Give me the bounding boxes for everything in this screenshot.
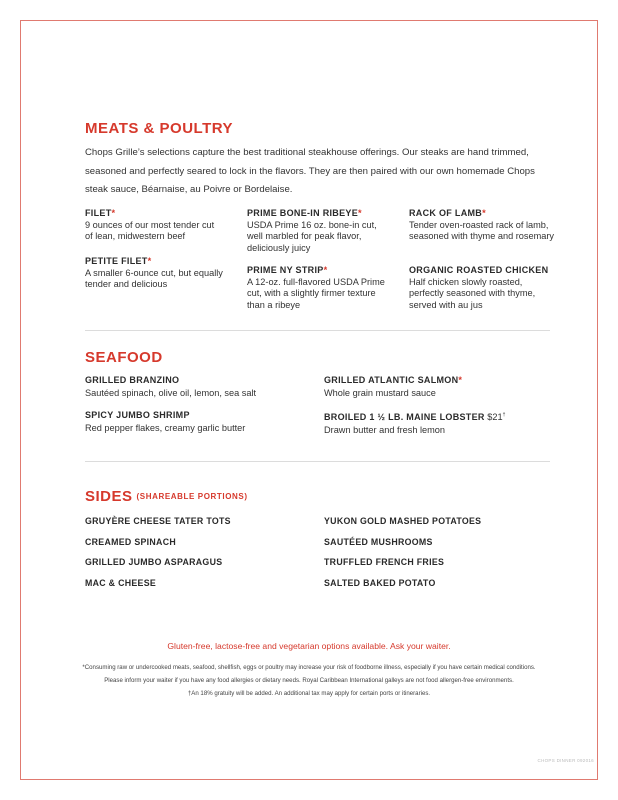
item-name: PETITE FILET — [85, 256, 148, 266]
menu-item — [409, 265, 579, 311]
item-desc-line: tender and delicious — [85, 279, 168, 289]
side-item: SALTED BAKED POTATO — [324, 578, 436, 588]
menu-item — [85, 375, 315, 399]
item-name: PRIME BONE-IN RIBEYE — [247, 208, 359, 218]
menu-item — [85, 256, 250, 291]
item-name: PRIME NY STRIP — [247, 265, 324, 275]
dietary-options-note: Gluten-free, lactose-free and vegetarian options available. Ask your waiter. — [167, 641, 451, 651]
raw-warning-star: * — [323, 265, 328, 275]
side-item: GRILLED JUMBO ASPARAGUS — [85, 557, 223, 567]
item-desc-line: perfectly seasoned with thyme, — [409, 288, 536, 298]
item-price: $21† — [487, 412, 506, 423]
item-desc-line: Tender oven-roasted rack of lamb, — [409, 219, 549, 230]
raw-warning-star: * — [147, 256, 152, 266]
raw-warning-star: * — [358, 208, 362, 218]
menu-code: CHOPS DINNER 092016 — [537, 758, 594, 763]
item-desc: Sautéed spinach, olive oil, lemon, sea salt — [85, 387, 257, 398]
item-desc-line: A 12-oz. full-flavored USDA Prime — [247, 276, 385, 287]
item-desc-line: served with au jus — [409, 299, 483, 310]
side-item: YUKON GOLD MASHED POTATOES — [324, 516, 482, 526]
item-desc-line: than a ribeye — [247, 299, 301, 310]
item-desc-line: deliciously juicy — [247, 242, 311, 253]
raw-warning-star: * — [458, 375, 462, 385]
item-desc-line: USDA Prime 16 oz. bone-in cut, — [247, 219, 377, 230]
sides-section-title — [85, 488, 248, 505]
side-item: MAC & CHEESE — [85, 578, 157, 588]
menu-item — [324, 410, 574, 436]
item-desc: Whole grain mustard sauce — [324, 387, 436, 398]
item-desc-line: seasoned with thyme and rosemary — [409, 231, 555, 241]
item-name: ORGANIC ROASTED CHICKEN — [409, 265, 549, 275]
meats-section-title: MEATS & POULTRY — [85, 120, 234, 137]
side-item: CREAMED SPINACH — [85, 537, 177, 547]
food-safety-disclaimer: *Consuming raw or undercooked meats, seafood, shellfish, eggs or poultry may increase your risk of foodborne illness, especially if you have certain medical conditions. — [82, 664, 536, 671]
side-item: TRUFFLED FRENCH FRIES — [324, 557, 445, 567]
side-item: GRUYÈRE CHEESE TATER TOTS — [85, 516, 231, 526]
raw-warning-star: * — [111, 208, 116, 218]
item-name: GRILLED ATLANTIC SALMON — [324, 375, 459, 385]
item-desc-line: cut, with a slightly firmer texture — [247, 288, 376, 298]
allergen-disclaimer: Please inform your waiter if you have any food allergies or dietary needs. Royal Caribbean International galleys are not food allergen-free environments. — [104, 677, 514, 684]
item-desc: Red pepper flakes, creamy garlic butter — [85, 422, 246, 433]
gratuity-note: †An 18% gratuity will be added. An additional tax may apply for certain ports or itineraries. — [187, 690, 431, 697]
seafood-section-title: SEAFOOD — [85, 349, 163, 366]
item-name: RACK OF LAMB — [409, 208, 483, 218]
menu-item — [409, 208, 579, 243]
item-desc: Drawn butter and fresh lemon — [324, 424, 446, 435]
menu-item — [85, 410, 315, 434]
menu-item — [247, 208, 407, 254]
item-name: GRILLED BRANZINO — [85, 375, 180, 385]
menu-item — [247, 265, 407, 311]
section-divider — [85, 330, 550, 331]
item-desc-line: of lean, midwestern beef — [85, 231, 186, 241]
menu-item — [324, 375, 564, 399]
section-divider — [85, 461, 550, 462]
item-desc-line: 9 ounces of our most tender cut — [85, 219, 215, 230]
item-desc-line: well marbled for peak flavor, — [247, 231, 362, 241]
item-name: SPICY JUMBO SHRIMP — [85, 410, 190, 420]
menu-item — [85, 208, 245, 243]
raw-warning-star: * — [482, 208, 486, 218]
item-desc-line: Half chicken slowly roasted, — [409, 276, 523, 287]
sides-title: SIDES — [85, 488, 133, 505]
side-item: SAUTÉED MUSHROOMS — [324, 537, 433, 547]
item-name: FILET — [85, 208, 112, 218]
meats-intro: Chops Grille’s selections capture the best traditional steakhouse offerings. Our steaks are hand trimmed, seasoned and perfectly seared to lock in the flavors. They are then paired with our own homemade Chops steak sauce, Béarnaise, au Poivre or Bordelaise. — [85, 147, 535, 195]
sides-subtitle: (SHAREABLE PORTIONS) — [136, 492, 248, 501]
item-desc-line: A smaller 6-ounce cut, but equally — [85, 267, 223, 278]
item-name: BROILED 1 ½ LB. MAINE LOBSTER — [324, 412, 485, 423]
